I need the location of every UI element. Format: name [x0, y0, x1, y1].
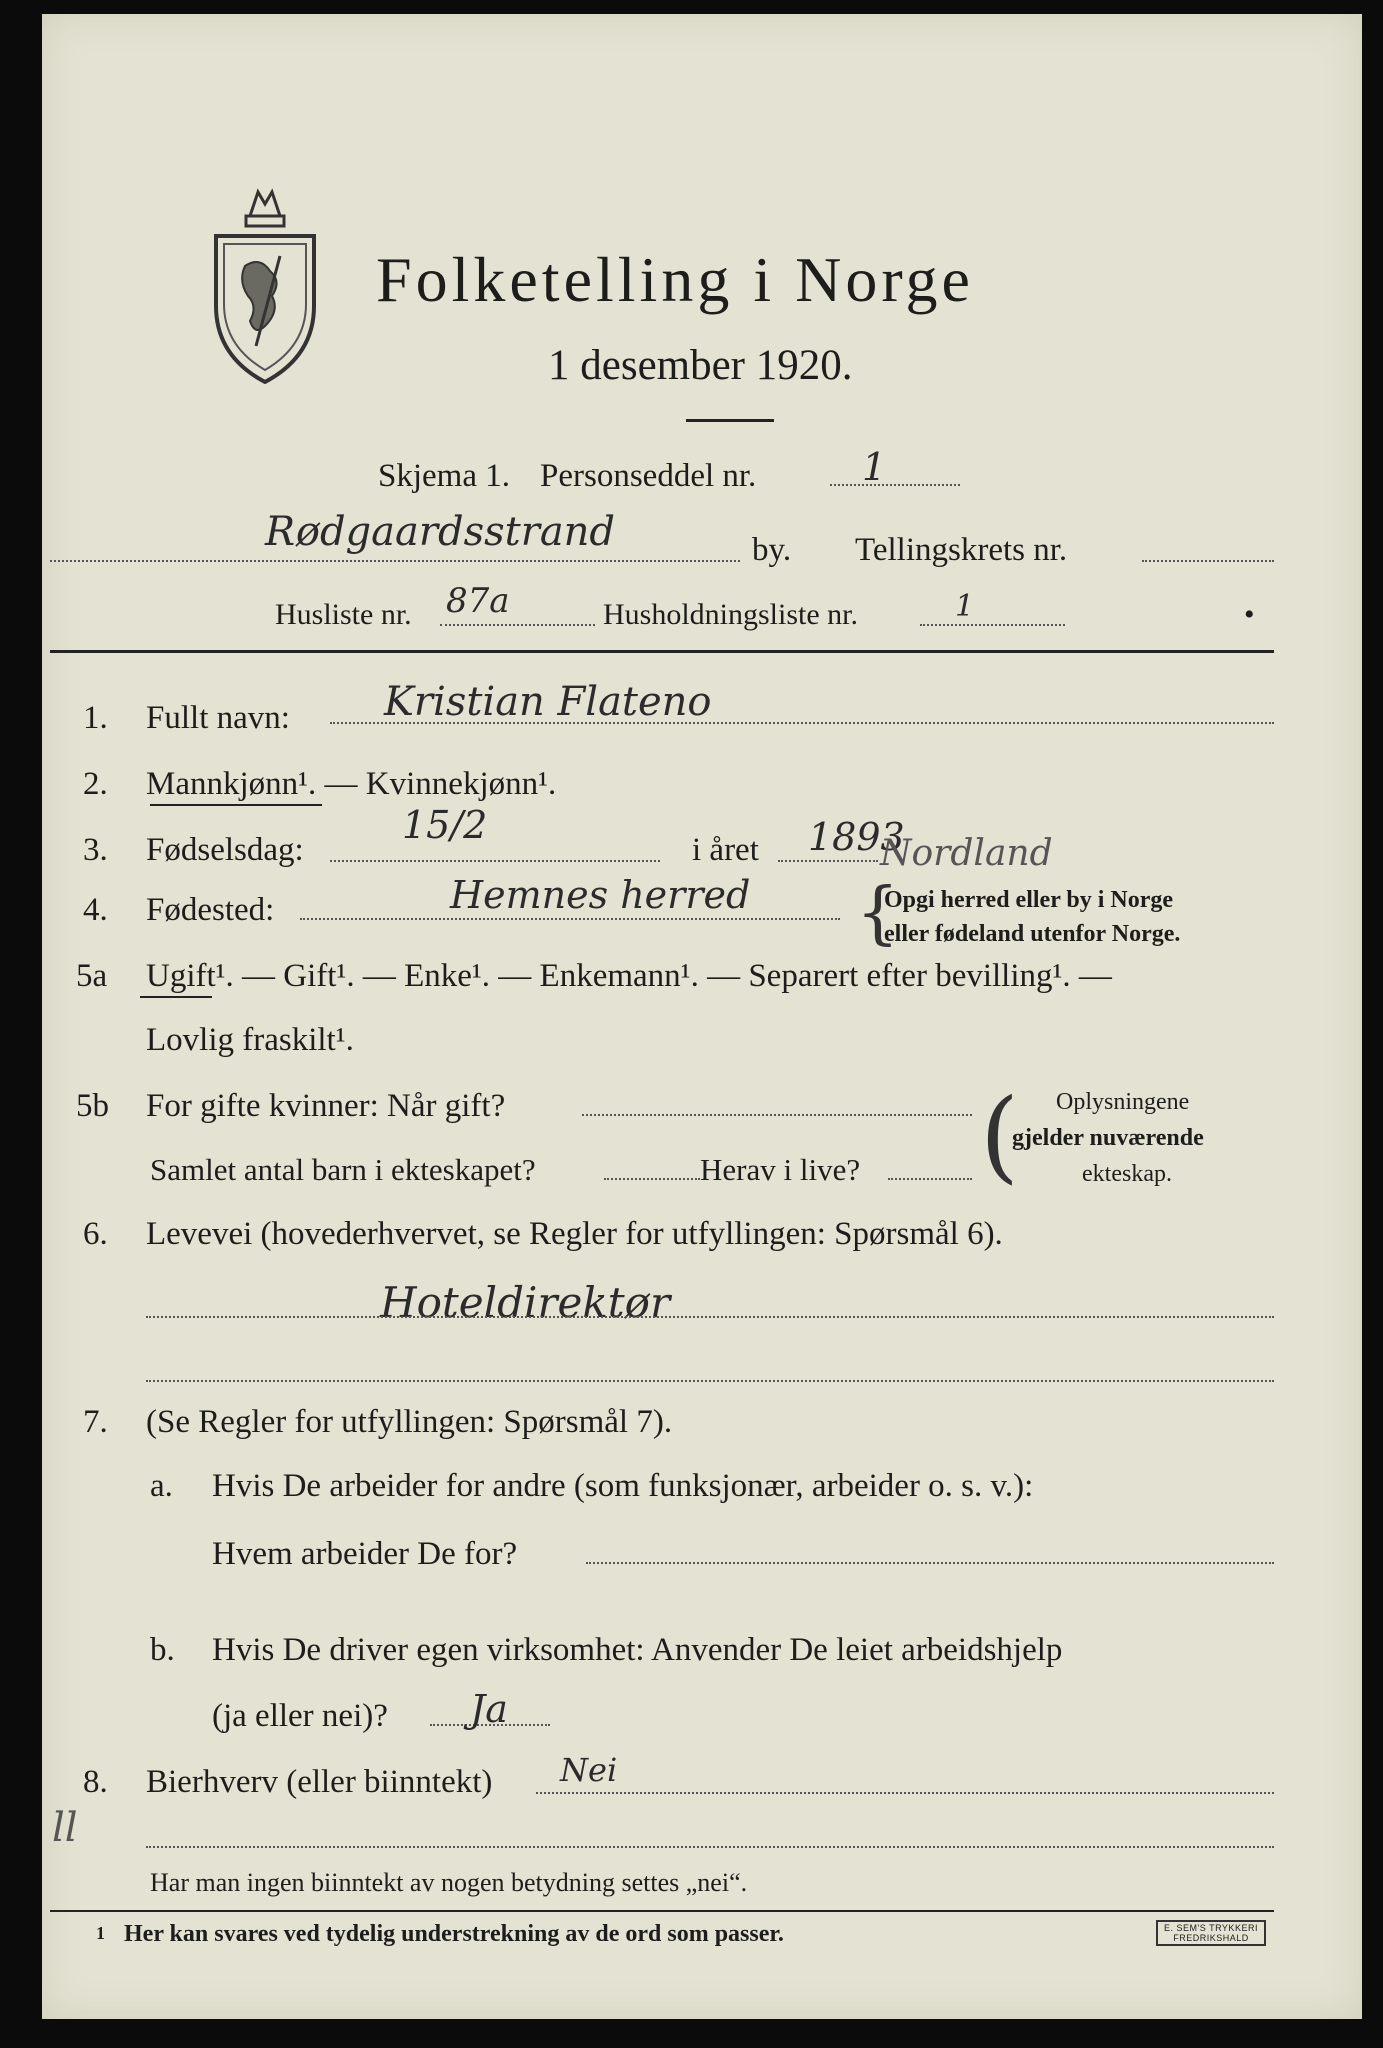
form-title: Folketelling i Norge [376, 244, 974, 315]
q5b-note-line1: Oplysningene [1056, 1089, 1190, 1115]
q3-year-line [778, 860, 878, 862]
q5b-note-line2: gjelder nuværende [1012, 1125, 1204, 1151]
q5b-line1: For gifte kvinner: Når gift? [146, 1088, 506, 1124]
q7-number: 7. [83, 1404, 108, 1440]
q5b-note-line3: ekteskap. [1082, 1161, 1172, 1187]
mannkjonn-underline [150, 804, 322, 806]
printer-stamp-line1: E. SEM'S TRYKKERI [1164, 1923, 1258, 1933]
q7b-line2: (ja eller nei)? [212, 1698, 388, 1734]
q6-number: 6. [83, 1216, 108, 1252]
husliste-line [440, 624, 595, 626]
hired-help-value: Ja [470, 1687, 508, 1731]
printer-stamp [1156, 1920, 1266, 1946]
husholdning-line [920, 624, 1065, 626]
title-divider [686, 419, 774, 422]
children-total-line [604, 1178, 700, 1180]
q6-label: Levevei (hovederhvervet, se Regler for utfyllingen: Spørsmål 6). [146, 1216, 1003, 1252]
q3-day-line [330, 860, 660, 862]
q3-label: Fødselsdag: [146, 832, 304, 868]
q3-year-label: i året [692, 832, 759, 868]
q7b-letter: b. [150, 1632, 175, 1668]
q8-line2 [146, 1846, 1274, 1848]
q7b-line1: Hvis De driver egen virksomhet: Anvender De leiet arbeidshjelp [212, 1632, 1063, 1668]
occupation-value: Hoteldirektør [380, 1278, 671, 1327]
header-divider [50, 650, 1274, 653]
q7a-letter: a. [150, 1468, 173, 1504]
q4-note-line1: Opgi herred eller by i Norge [884, 887, 1174, 913]
q5b-note-brace: ( [980, 1077, 1020, 1194]
marital-status-options: Ugift¹. — Gift¹. — Enke¹. — Enkemann¹. — Separert efter bevilling¹. — [146, 958, 1112, 994]
married-when-line [582, 1114, 972, 1116]
q4-note-brace: { [856, 874, 900, 953]
q1-number: 1. [83, 700, 108, 736]
q5b-children-label: Samlet antal barn i ekteskapet? [150, 1152, 536, 1187]
printer-stamp-line2: FREDRIKSHALD [1173, 1933, 1249, 1943]
children-alive-line [888, 1178, 972, 1180]
footer-instruction: Har man ingen biinntekt av nogen betydning settes „nei“. [150, 1868, 748, 1897]
q8-label: Bierhverv (eller biinntekt) [146, 1764, 493, 1800]
side-income-value: Nei [560, 1751, 618, 1789]
q4-label: Fødested: [146, 892, 275, 928]
q4-line [300, 918, 840, 920]
q7-label: (Se Regler for utfyllingen: Spørsmål 7). [146, 1404, 673, 1440]
husliste-value: 87a [446, 581, 510, 621]
husliste-label: Husliste nr. [275, 598, 412, 631]
footnote-mark: 1 [96, 1923, 105, 1943]
place-value: Rødgaardsstrand [265, 509, 616, 555]
husholdning-value: 1 [955, 589, 975, 624]
marital-status-options-2: Lovlig fraskilt¹. [146, 1022, 354, 1058]
q7a-line1: Hvis De arbeider for andre (som funksjonær, arbeider o. s. v.): [212, 1468, 1034, 1504]
q5a-number: 5a [76, 958, 108, 994]
q8-line1 [536, 1792, 1274, 1794]
q8-number: 8. [83, 1764, 108, 1800]
footer-divider [50, 1910, 1274, 1912]
schema-label: Skjema 1. [378, 458, 510, 494]
personseddel-label: Personseddel nr. [540, 458, 757, 494]
q2-number: 2. [83, 766, 108, 802]
margin-mark: ll [52, 1805, 78, 1851]
coat-of-arms-icon [210, 186, 320, 384]
personseddel-line [830, 484, 960, 486]
q1-label: Fullt navn: [146, 700, 290, 736]
husholdning-label: Husholdningsliste nr. [603, 598, 859, 631]
q7a-line2: Hvem arbeider De for? [212, 1536, 518, 1572]
q5b-number: 5b [76, 1088, 109, 1124]
tellingskrets-label: Tellingskrets nr. [855, 532, 1068, 568]
birthplace-county-value: Nordland [880, 833, 1053, 874]
ugift-underline [140, 996, 212, 998]
personseddel-value: 1 [862, 445, 887, 489]
by-label: by. [752, 532, 792, 568]
q6-line1 [146, 1316, 1274, 1318]
footnote-text: Her kan svares ved tydelig understrekning av de ord som passer. [124, 1921, 784, 1947]
tellingskrets-line [1142, 560, 1274, 562]
q3-number: 3. [83, 832, 108, 868]
census-date: 1 desember 1920. [548, 342, 853, 389]
employer-line [586, 1562, 1274, 1564]
gender-options: Mannkjønn¹. — Kvinnekjønn¹. [146, 766, 557, 802]
birthplace-value: Hemnes herred [450, 873, 751, 917]
q4-note-line2: eller fødeland utenfor Norge. [884, 921, 1181, 947]
birth-year-value: 1893 [808, 815, 905, 859]
q5b-alive-label: Herav i live? [700, 1152, 861, 1187]
q4-number: 4. [83, 892, 108, 928]
place-line [50, 560, 740, 562]
q6-line2 [146, 1380, 1274, 1382]
full-name-value: Kristian Flateno [384, 679, 712, 725]
birth-day-value: 15/2 [402, 803, 488, 847]
